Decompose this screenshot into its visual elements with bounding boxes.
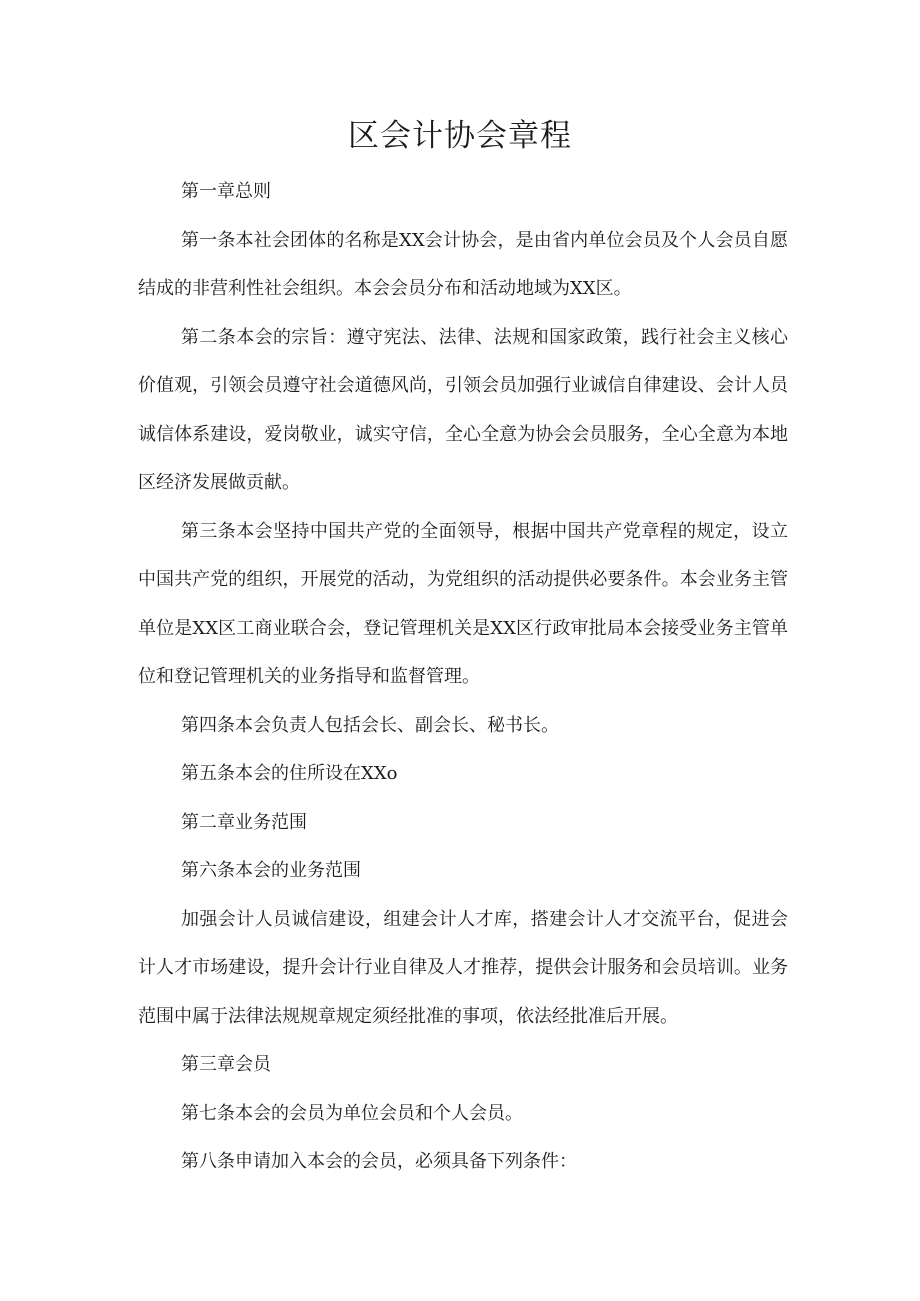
article-paragraph: 第一条本社会团体的名称是XX会计协会，是由省内单位会员及个人会员自愿结成的非营利性社会组织。本会会员分布和活动地域为XX区。 — [138, 229, 788, 299]
chapter-heading: 第一章总则 — [181, 181, 271, 202]
document-body — [138, 168, 788, 1187]
article-paragraph: 第八条申请加入本会的会员，必须具备下列条件： — [181, 1151, 577, 1172]
document-title: 区会计协会章程 — [348, 118, 572, 154]
article-paragraph: 第二条本会的宗旨：遵守宪法、法律、法规和国家政策，践行社会主义核心价值观，引领会员遵守社会道德风尚，引领会员加强行业诚信自律建设、会计人员诚信体系建设，爱岗敬业，诚实守信，全心全意为协会会员服务，全心全意为本地区经济发展做贡献。 — [138, 326, 788, 493]
article-paragraph: 第三条本会坚持中国共产党的全面领导，根据中国共产党章程的规定，设立中国共产党的组织，开展党的活动，为党组织的活动提供必要条件。本会业务主管单位是XX区工商业联合会，登记管理机关是XX区行政审批局本会接受业务主管单位和登记管理机关的业务指导和监督管理。 — [138, 520, 788, 687]
article-paragraph: 第四条本会负责人包括会长、副会长、秘书长。 — [181, 714, 559, 736]
article-paragraph: 第五条本会的住所设在XXo — [181, 763, 398, 784]
article-paragraph: 加强会计人员诚信建设，组建会计人才库，搭建会计人才交流平台，促进会计人才市场建设，提升会计行业自律及人才推荐，提供会计服务和会员培训。业务范围中属于法律法规规章规定须经批准的事项，依法经批准后开展。 — [138, 908, 788, 1027]
chapter-heading: 第二章业务范围 — [181, 811, 307, 833]
article-paragraph: 第七条本会的会员为单位会员和个人会员。 — [181, 1102, 523, 1124]
article-paragraph: 第六条本会的业务范围 — [181, 860, 361, 881]
chapter-heading: 第三章会员 — [181, 1054, 271, 1075]
